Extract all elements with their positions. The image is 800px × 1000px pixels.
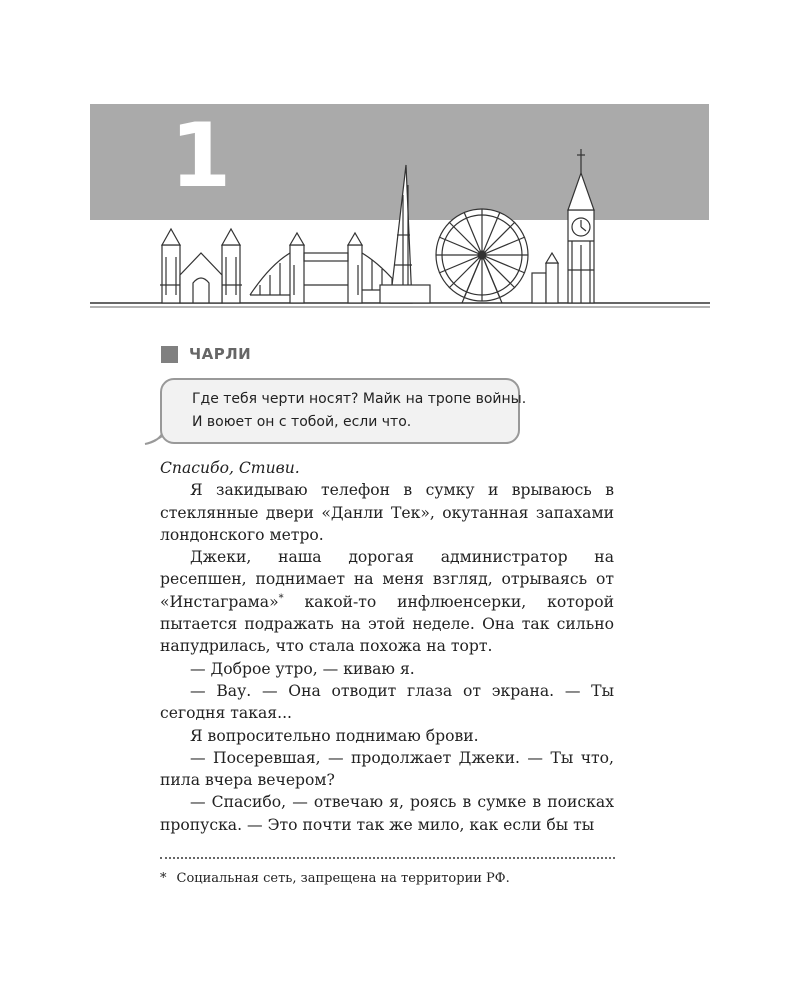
message-line: Где тебя черти носят? Майк на тропе войны. [192, 391, 527, 407]
message-bubble [160, 378, 527, 444]
footnote-divider [160, 857, 615, 859]
speaker-marker-icon [161, 346, 178, 363]
big-ben-drawing [568, 149, 594, 303]
chapter-number: 1 [170, 104, 232, 207]
footnote-mark: * [160, 871, 167, 886]
paragraph: Спасибо, Стиви. [160, 459, 300, 477]
paragraph: — Спасибо, — отвечаю я, роясь в сумке в поисках пропуска. — Это почти так же мило, как если бы ты [160, 793, 614, 834]
footnote-reference: * [278, 592, 284, 604]
shard-drawing [380, 165, 430, 303]
chapter-body-text [160, 457, 614, 836]
message-line: И воюет он с тобой, если что. [192, 414, 412, 430]
london-eye-drawing [436, 209, 528, 303]
tower-bridge-drawing [250, 233, 402, 303]
paragraph: Я вопросительно поднимаю брови. [190, 726, 479, 745]
paragraph-text: какой-то инфлюенсерки, которой пытается подражать на этой неделе. Она так сильно напудрилась, что стала похожа на торт. [160, 592, 614, 656]
paragraph: — Доброе утро, — киваю я. [190, 659, 415, 678]
footnote-text: Социальная сеть, запрещена на территории РФ. [176, 871, 510, 886]
paragraph [160, 546, 614, 657]
footnote [160, 871, 620, 886]
speaker-name: ЧАРЛИ [189, 345, 252, 363]
small-buildings-drawing [532, 253, 558, 303]
paragraph-text: Джеки, наша дорогая администратор на ресепшен, поднимает на меня взгляд, отрываясь от «Инстаграма» [160, 548, 614, 611]
speaker-label [161, 345, 251, 363]
paragraph: Я закидываю телефон в сумку и врываюсь в стеклянные двери «Данли Тек», окутанная запахами лондонского метро. [160, 481, 614, 544]
paragraph: — Посеревшая, — продолжает Джеки. — Ты что, пила вчера вечером? [160, 748, 614, 790]
westminster-abbey-drawing [160, 229, 242, 303]
london-skyline-illustration [90, 145, 710, 310]
paragraph: — Вау. — Она отводит глаза от экрана. — Ты сегодня такая... [160, 681, 614, 723]
